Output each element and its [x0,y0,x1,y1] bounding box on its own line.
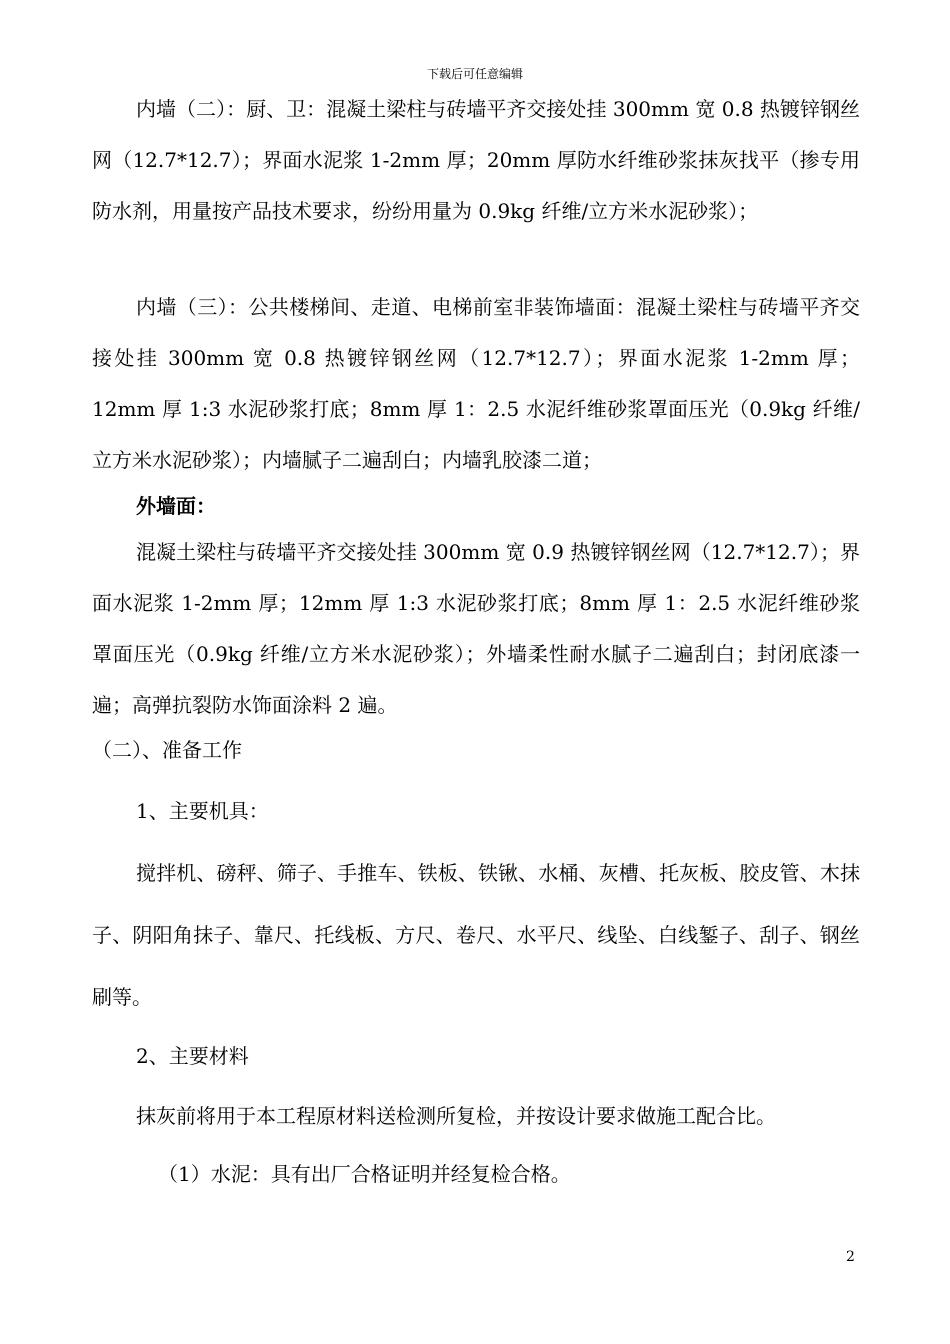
section-heading-preparation [92,725,860,776]
heading-text: 外墙面： [136,494,216,518]
paragraph-interior-wall-2 [92,84,860,237]
heading-exterior-wall [92,482,860,531]
section-heading-text: （二）、准备工作 [92,738,242,762]
paragraph-text: 内墙（二）：厨、卫：混凝土梁柱与砖墙平齐交接处挂 300mm 宽 0.8 热镀锌钢丝网（12.7*12.7）；界面水泥浆 1-2mm 厚；20mm 厚防水纤维砂浆抹灰找平（掺专用防水剂，用量按产品技术要求，纷纷用量为 0.9kg 纤维/立方米水泥砂浆）； [92,97,860,223]
paragraph-materials [92,1089,860,1143]
list-item-text: （1）水泥：具有出厂合格证明并经复检合格。 [158,1162,571,1186]
paragraph-tools-list [92,842,860,1028]
subheading-text: 2、主要材料 [136,1044,249,1068]
paragraph-exterior-wall [92,527,860,731]
page-number: 2 [846,1249,855,1265]
page-header-note: 下载后可任意编辑 [426,67,523,81]
paragraph-text: 搅拌机、磅秤、筛子、手推车、铁板、铁锹、水桶、灰槽、托灰板、胶皮管、木抹子、阴阳角抹子、靠尺、托线板、方尺、卷尺、水平尺、线坠、白线錾子、刮子、钢丝刷等。 [92,861,860,1009]
paragraph-interior-wall-3 [92,282,860,486]
paragraph-text: 混凝土梁柱与砖墙平齐交接处挂 300mm 宽 0.9 热镀锌钢丝网（12.7*12.7）；界面水泥浆 1-2mm 厚；12mm 厚 1:3 水泥砂浆打底；8mm 厚 1：2.5 水泥纤维砂浆罩面压光（0.9kg 纤维/立方米水泥砂浆）；外墙柔性耐水腻子二遍刮白；封闭底漆一遍；高弹抗裂防水饰面涂料 2 遍。 [92,540,860,717]
list-item-cement [114,1147,860,1201]
subheading-tools [92,784,860,838]
paragraph-text: 内墙（三）：公共楼梯间、走道、电梯前室非装饰墙面：混凝土梁柱与砖墙平齐交接处挂 300mm 宽 0.8 热镀锌钢丝网（12.7*12.7）；界面水泥浆 1-2mm 厚；12mm 厚 1:3 水泥砂浆打底；8mm 厚 1：2.5 水泥纤维砂浆罩面压光（0.9kg 纤维/立方米水泥砂浆）；内墙腻子二遍刮白；内墙乳胶漆二道； [92,295,860,472]
paragraph-text: 抹灰前将用于本工程原材料送检测所复检，并按设计要求做施工配合比。 [136,1104,776,1128]
subheading-text: 1、主要机具： [136,799,269,823]
subheading-materials [92,1029,860,1083]
